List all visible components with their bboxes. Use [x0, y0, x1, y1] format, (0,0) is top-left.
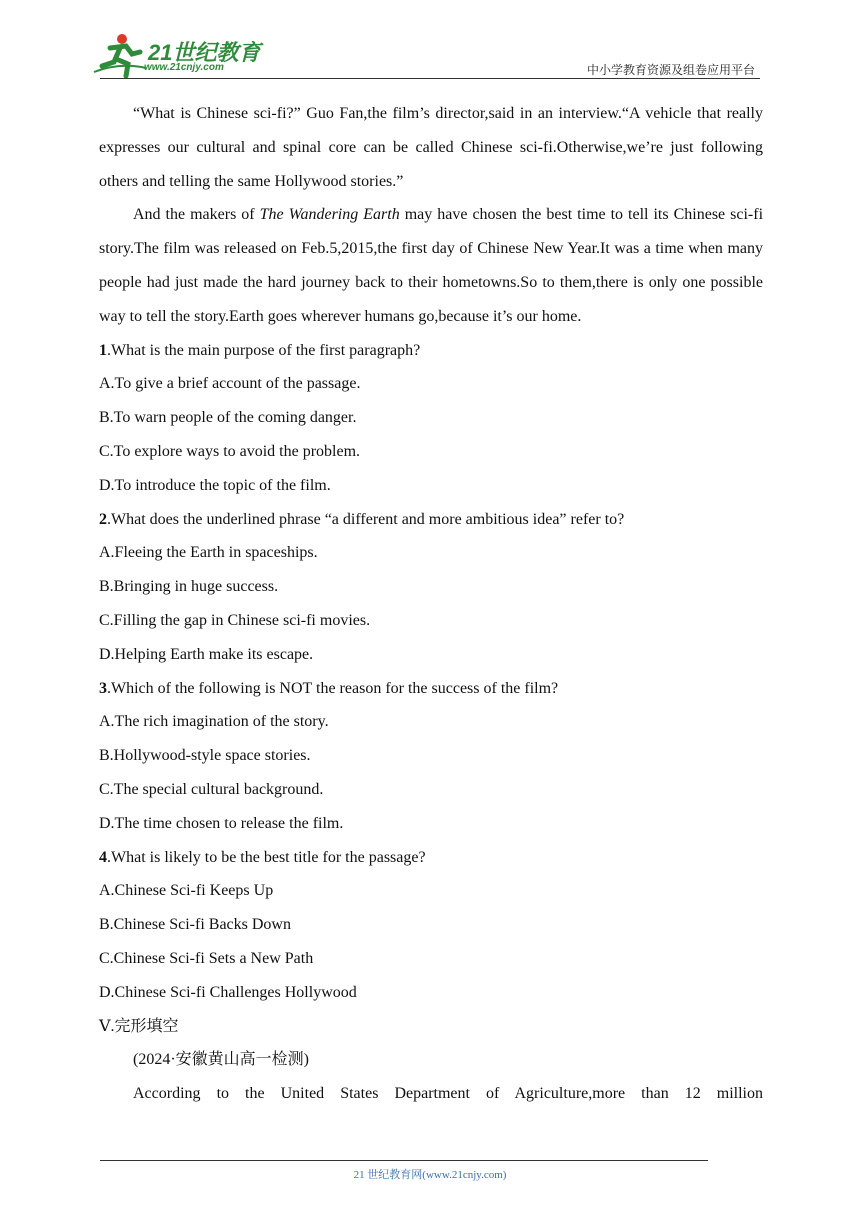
question-number: 1 [99, 341, 107, 359]
option-d: D.To introduce the topic of the film. [99, 476, 331, 494]
document-body [99, 97, 763, 1111]
question-text: .Which of the following is NOT the reason for the success of the film? [107, 679, 559, 697]
section-heading: Ⅴ.完形填空 [99, 1017, 179, 1035]
option-d: D.Chinese Sci-fi Challenges Hollywood [99, 983, 357, 1001]
question-1 [99, 334, 763, 503]
option-b: B.Bringing in huge success. [99, 578, 279, 596]
option-d: D.Helping Earth make its escape. [99, 645, 314, 663]
site-logo [92, 32, 262, 80]
question-text: .What is the main purpose of the first paragraph? [107, 341, 421, 359]
option-c: C.Filling the gap in Chinese sci-fi movies. [99, 611, 371, 629]
question-number: 3 [99, 679, 107, 697]
runner-logo-icon [92, 32, 148, 78]
cloze-opening: According to the United States Department of Agriculture,more than 12 million [133, 1085, 763, 1103]
option-a: A.Fleeing the Earth in spaceships. [99, 544, 318, 562]
option-c: C.The special cultural background. [99, 780, 324, 798]
film-title: The Wandering Earth [259, 206, 400, 224]
option-b: B.Chinese Sci-fi Backs Down [99, 916, 291, 934]
footer-divider [100, 1160, 708, 1161]
option-a: A.Chinese Sci-fi Keeps Up [99, 882, 274, 900]
question-stem [99, 503, 763, 537]
question-3 [99, 672, 763, 841]
option-c: C.Chinese Sci-fi Sets a New Path [99, 949, 314, 967]
question-stem [99, 841, 763, 875]
question-4 [99, 841, 763, 1010]
page-footer: 21 世纪教育网(www.21cnjy.com) [353, 1169, 507, 1181]
option-d: D.The time chosen to release the film. [99, 814, 344, 832]
question-number: 2 [99, 510, 107, 528]
question-stem [99, 672, 763, 706]
option-b: B.To warn people of the coming danger. [99, 409, 357, 427]
option-a: A.To give a brief account of the passage. [99, 375, 361, 393]
header-divider [100, 78, 760, 79]
paragraph-2-after: may have chosen the best time to tell its Chinese sci-fi story.The film was released on Feb.5,2015,the first day of Chinese New Year.It was a time when many people had just made the hard journey back to their hometowns.So to them,there is only one possible way to tell the story.Earth goes wherever humans go,because it’s our home. [99, 206, 764, 325]
paragraph-2-before: And the makers of [133, 206, 260, 224]
page-header [0, 0, 860, 85]
paragraph-1: “What is Chinese sci-fi?” Guo Fan,the film’s director,said in an interview.“A vehicle that really expresses our cultural and spinal core can be called Chinese sci-fi.Otherwise,we’re just following others and telling the same Hollywood stories.” [99, 105, 763, 190]
option-b: B.Hollywood-style space stories. [99, 747, 311, 765]
question-text: .What is likely to be the best title for the passage? [107, 848, 426, 866]
option-c: C.To explore ways to avoid the problem. [99, 442, 361, 460]
question-text: .What does the underlined phrase “a different and more ambitious idea” refer to? [107, 510, 625, 528]
logo-sub-text: www.21cnjy.com [144, 62, 224, 73]
logo-main-text: 21世纪教育 [148, 40, 261, 65]
question-2 [99, 503, 763, 672]
option-a: A.The rich imagination of the story. [99, 713, 329, 731]
paragraph-2 [99, 198, 763, 333]
platform-name: 中小学教育资源及组卷应用平台 [586, 63, 755, 77]
question-number: 4 [99, 848, 107, 866]
question-stem [99, 334, 763, 368]
section-source: (2024·安徽黄山高一检测) [133, 1051, 309, 1069]
